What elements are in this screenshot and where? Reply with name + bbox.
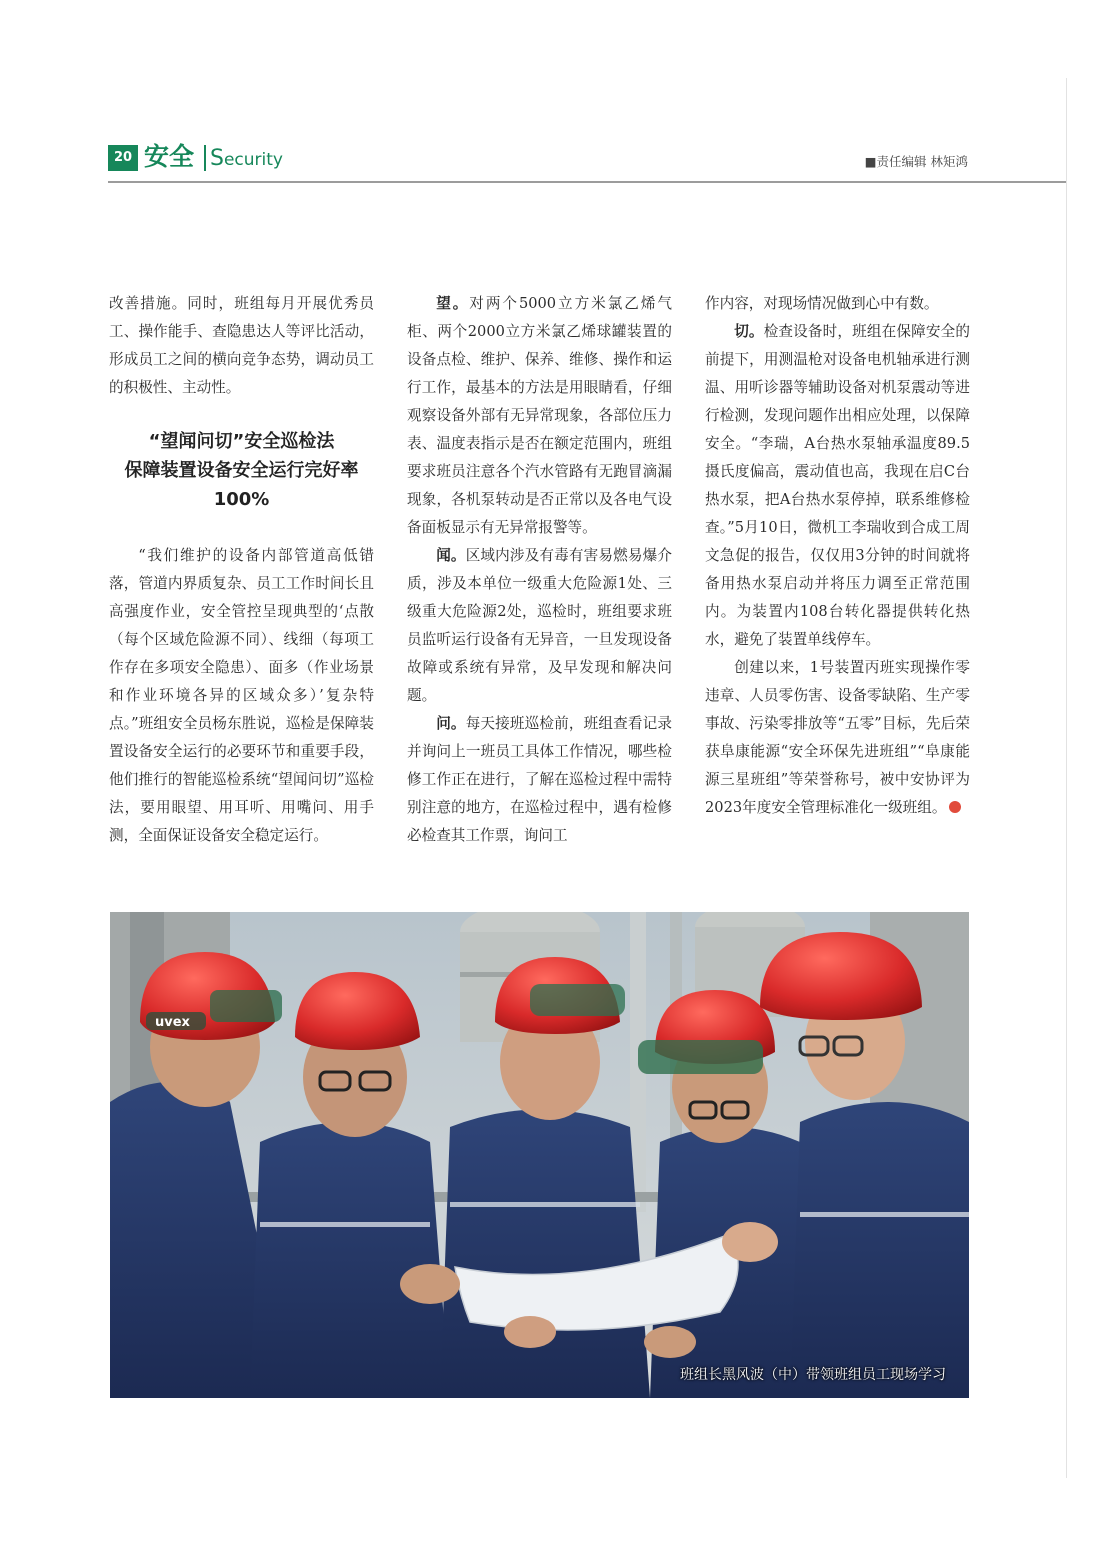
text-column-2 — [407, 290, 672, 850]
page-header — [108, 140, 1066, 182]
paragraph-wen-ask: 问。每天接班巡检前，班组查看记录并询问上一班员工具体工作情况，哪些检修工作正在进行，了解在巡检过程中需特别注意的地方，在巡检过程中，遇有检修必检查其工作票，询问工 — [407, 715, 672, 844]
paragraph-qie: 切。检查设备时，班组在保障安全的前提下，用测温枪对设备电机轴承进行测温、用听诊器等辅助设备对机泵震动等进行检测，发现问题作出相应处理，以保障安全。“李瑞，A台热水泵轴承温度89.5摄氏度偏高，震动值也高，我现在启C台热水泵，把A台热水泵停掉，联系维修检查。”5月10日，微机工李瑞收到合成工周文急促的报告，仅仅用3分钟的时间就将备用热水泵启动并将压力调至正常范围内。为装置内108台转化器提供转化热水，避免了装置单线停车。 — [705, 323, 970, 648]
team-photo — [110, 912, 969, 1398]
editor-credit: ■责任编辑 林矩鸿 — [864, 154, 968, 169]
header-rule — [108, 181, 1066, 183]
paragraph: 作内容，对现场情况做到心中有数。 — [705, 295, 939, 312]
paragraph-wen: 闻。区域内涉及有毒有害易燃易爆介质，涉及本单位一级重大危险源1处、三级重大危险源2处，巡检时，班组要求班员监听运行设备有无异音，一旦发现设备故障或系统有异常，及早发现和解决问题。 — [407, 547, 672, 704]
text-column-1 — [109, 290, 374, 850]
page-number: 20 — [108, 145, 138, 171]
paragraph-wang: 望。对两个5000立方米氯乙烯气柜、两个2000立方米氯乙烯球罐装置的设备点检、维护、保养、维修、操作和运行工作，最基本的方法是用眼睛看，仔细观察设备外部有无异常现象，各部位压力表、温度表指示是否在额定范围内，班组要求班员注意各个汽水管路有无跑冒滴漏现象，各机泵转动是否正常以及各电气设备面板显示有无异常报警等。 — [407, 295, 672, 536]
subheading: “望闻问切”安全巡检法 保障装置设备安全运行完好率 100% — [124, 431, 359, 510]
photo-caption: 班组长黑风波（中）带领班组员工现场学习 — [680, 1367, 946, 1383]
paragraph: “我们维护的设备内部管道高低错落，管道内界质复杂、员工工作时间长且高强度作业，安全管控呈现典型的‘点散（每个区域危险源不同）、线细（每项工作存在多项安全隐患）、面多（作业场景和作业环境各异的区域众多）’复杂特点。”班组安全员杨东胜说，巡检是保障装置设备安全运行的必要环节和重要手段，他们推行的智能巡检系统“望闻问切”巡检法，要用眼望、用耳听、用嘴问、用手测，全面保证设备安全稳定运行。 — [109, 547, 374, 844]
section-divider — [204, 145, 206, 171]
photo-illustration — [110, 912, 969, 1398]
section-title: 安全 — [144, 142, 195, 171]
paragraph: 改善措施。同时，班组每月开展优秀员工、操作能手、查隐患达人等评比活动，形成员工之间的横向竞争态势，调动员工的积极性、主动性。 — [109, 295, 374, 396]
goggle-brand-label: uvex — [155, 1015, 190, 1030]
article-end-mark-icon — [949, 801, 961, 813]
text-column-3 — [705, 290, 970, 822]
paragraph: 创建以来，1号装置丙班实现操作零违章、人员零伤害、设备零缺陷、生产零事故、污染零排放等“五零”目标，先后荣获阜康能源“安全环保先进班组”“阜康能源三星班组”等荣誉称号，被中安协评为2023年度安全管理标准化一级班组。 — [705, 659, 970, 816]
section-subtitle: Security — [210, 146, 283, 171]
page-edge-rule — [1066, 78, 1067, 1478]
